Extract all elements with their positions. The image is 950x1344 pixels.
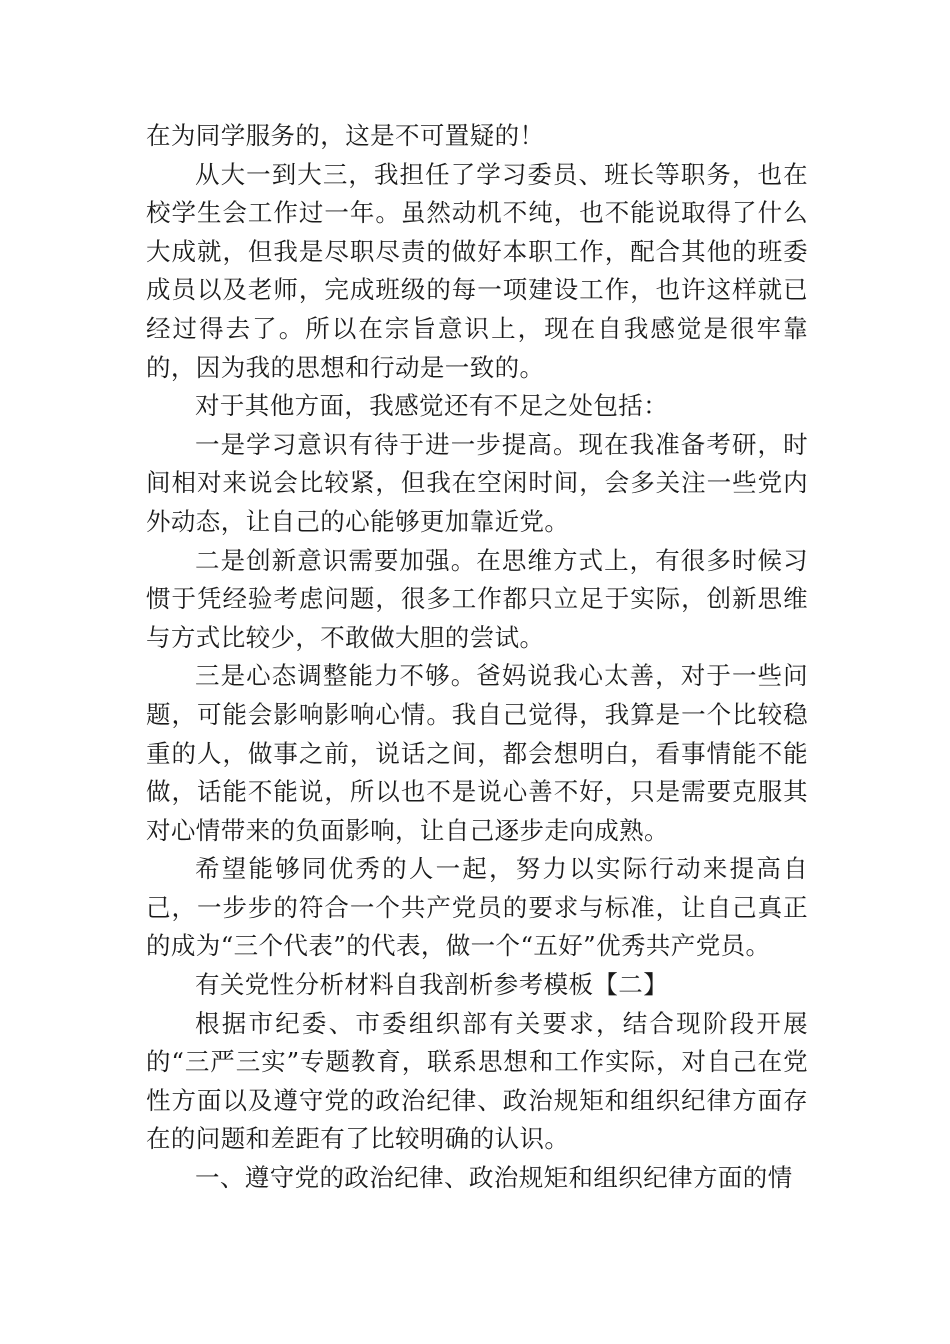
paragraph: 三是心态调整能力不够。爸妈说我心太善，对于一些问题，可能会影响影响心情。我自己觉得，我算是一个比较稳重的人，做事之前，说话之间，都会想明白，看事情能不能做，话能不能说，所以也不是说心善不好，只是需要克服其对心情带来的负面影响，让自己逐步走向成熟。 — [146, 661, 808, 845]
paragraph: 根据市纪委、市委组织部有关要求，结合现阶段开展的“三严三实”专题教育，联系思想和工作实际，对自己在党性方面以及遵守党的政治纪律、政治规矩和组织纪律方面存在的问题和差距有了比较明确的认识。 — [146, 1008, 808, 1154]
paragraph: 一、遵守党的政治纪律、政治规矩和组织纪律方面的情 — [195, 1163, 793, 1193]
paragraph: 在为同学服务的，这是不可置疑的！ — [146, 121, 545, 150]
paragraph: 一是学习意识有待于进一步提高。现在我准备考研，时间相对来说会比较紧，但我在空闲时间，会多关注一些党内外动态，让自己的心能够更加靠近党。 — [146, 429, 808, 536]
paragraph: 从大一到大三，我担任了学习委员、班长等职务，也在校学生会工作过一年。虽然动机不纯，也不能说取得了什么大成就，但我是尽职尽责的做好本职工作，配合其他的班委成员以及老师，完成班级的每一项建设工作，也许这样就已经过得去了。所以在宗旨意识上，现在自我感觉是很牢靠的，因为我的思想和行动是一致的。 — [146, 159, 808, 382]
paragraph: 希望能够同优秀的人一起，努力以实际行动来提高自己，一步步的符合一个共产党员的要求与标准，让自己真正的成为“三个代表”的代表，做一个“五好”优秀共产党员。 — [146, 854, 808, 961]
paragraph: 对于其他方面，我感觉还有不足之处包括： — [195, 391, 669, 421]
document-page — [146, 117, 808, 1198]
paragraph: 二是创新意识需要加强。在思维方式上，有很多时候习惯于凭经验考虑问题，很多工作都只立足于实际，创新思维与方式比较少，不敢做大胆的尝试。 — [146, 545, 808, 652]
section-heading: 有关党性分析材料自我剖析参考模板【二】 — [195, 970, 669, 1000]
